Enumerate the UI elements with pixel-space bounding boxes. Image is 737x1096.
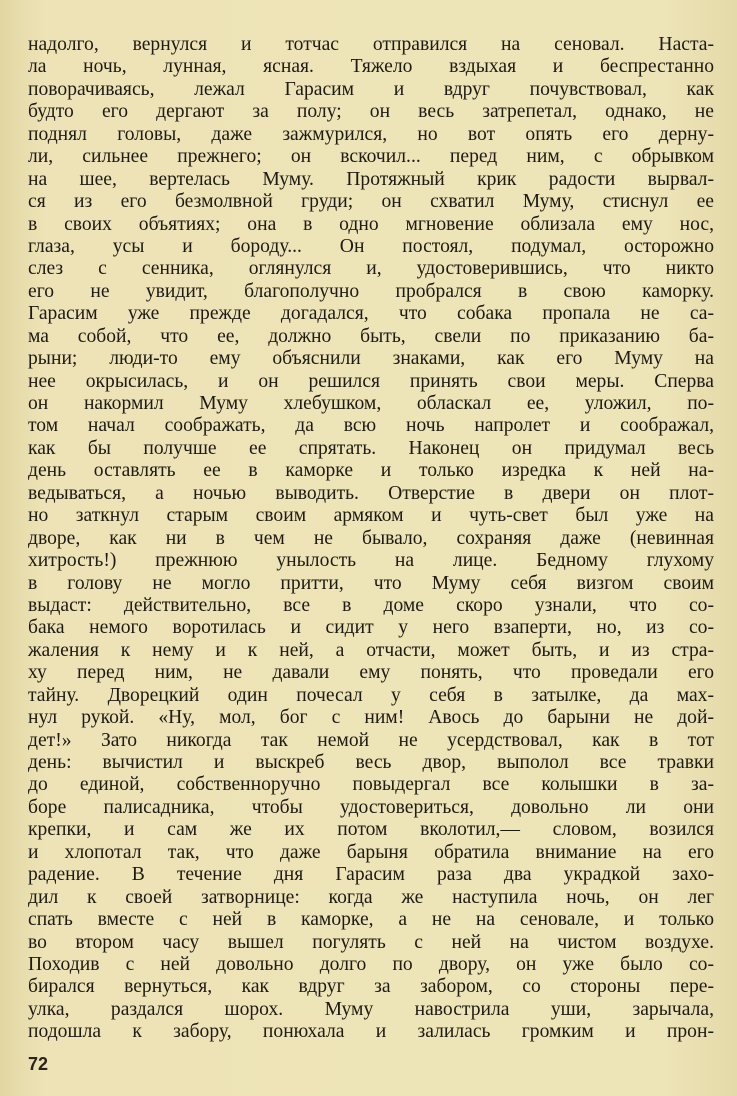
text-line: радение. В течение дня Гарасим раза два украдкой захо-	[28, 864, 714, 886]
text-line: том начал соображать, да всю ночь напролет и соображал,	[28, 415, 714, 437]
text-line: тайну. Дворецкий один почесал у себя в затылке, да мах-	[28, 684, 714, 706]
text-line: выдаст: действительно, все в доме скоро узнали, что со-	[28, 594, 714, 616]
text-line: поднял головы, даже зажмурился, но вот опять его дерну-	[28, 123, 714, 145]
text-line: нул рукой. «Ну, мол, бог с ним! Авось до барыни не дой-	[28, 707, 714, 729]
text-line: он накормил Муму хлебушком, обласкал ее, уложил, по-	[28, 393, 714, 414]
text-line: дет!» Зато никогда так немой не усердствовал, как в тот	[28, 729, 714, 751]
text-line: бирался вернуться, как вдруг за забором, со стороны пере-	[28, 976, 714, 998]
text-line: ма собой, что ее, должно быть, свели по приказанию ба-	[28, 325, 714, 347]
text-line: подошла к забору, понюхала и залилась громким и прон-	[28, 1021, 714, 1043]
text-line: дил к своей затворнице: когда же наступила ночь, он лег	[28, 886, 714, 908]
text-line: бака немого воротилась и сидит у него взаперти, но, из со-	[28, 617, 714, 639]
text-line: ведываться, а ночью выводить. Отверстие в двери он плот-	[28, 482, 714, 504]
text-line: день: вычистил и выскреб весь двор, выполол все травки	[28, 752, 714, 773]
text-line: ху перед ним, не давали ему понять, что проведали его	[28, 662, 714, 684]
text-line: улка, раздался шорох. Муму навострила уши, зарычала,	[28, 998, 714, 1020]
text-line: его не увидит, благополучно пробрался в свою каморку.	[28, 280, 714, 302]
text-line: в своих объятиях; она в одно мгновение облизала ему нос,	[28, 213, 714, 235]
text-line: надолго, вернулся и тотчас отправился на сеновал. Наста-	[28, 34, 714, 55]
text-line: до единой, собственноручно повыдергал все колышки в за-	[28, 774, 714, 796]
text-line: ли, сильнее прежнего; он вскочил... перед ним, с обрывком	[28, 146, 714, 168]
text-line: во втором часу вышел погулять с ней на чистом воздухе.	[28, 931, 714, 953]
text-line: нее окрысилась, и он решился принять свои меры. Сперва	[28, 370, 714, 392]
text-line: в голову не могло притти, что Муму себя визгом своим	[28, 572, 714, 594]
text-line: ла ночь, лунная, ясная. Тяжело вздыхая и беспрестанно	[28, 56, 714, 78]
text-line: на шее, вертелась Муму. Протяжный крик радости вырвал-	[28, 168, 714, 190]
text-line: боре палисадника, чтобы удостовериться, довольно ли они	[28, 796, 714, 818]
text-line: и хлопотал так, что даже барыня обратила внимание на его	[28, 841, 714, 863]
text-line: рыни; люди-то ему объяснили знаками, как его Муму на	[28, 348, 714, 370]
text-line: жаления к нему и к ней, а отчасти, может быть, и из стра-	[28, 639, 714, 661]
text-line: будто его дергают за полу; он весь затрепетал, однако, не	[28, 101, 714, 123]
text-line: ся из его безмолвной груди; он схватил Муму, стиснул ее	[28, 191, 714, 213]
text-line: поворачиваясь, лежал Гарасим и вдруг почувствовал, как	[28, 78, 714, 100]
text-line: крепки, и сам же их потом вколотил,— словом, возился	[28, 819, 714, 841]
text-line: Гарасим уже прежде догадался, что собака пропала не са-	[28, 303, 714, 325]
text-line: спать вместе с ней в каморке, а не на сеновале, и только	[28, 909, 714, 931]
text-line: день оставлять ее в каморке и только изредка к ней на-	[28, 460, 714, 482]
page-number: 72	[28, 1054, 49, 1074]
text-line: хитрость!) прежнюю унылость на лице. Бедному глухому	[28, 550, 714, 572]
text-line: глаза, усы и бороду... Он постоял, подумал, осторожно	[28, 235, 714, 257]
text-line: как бы получше ее спрятать. Наконец он придумал весь	[28, 437, 714, 459]
text-line: Походив с ней довольно долго по двору, он уже было со-	[28, 953, 714, 975]
text-line: дворе, как ни в чем не бывало, сохраняя даже (невинная	[28, 527, 714, 549]
text-line: но заткнул старым своим армяком и чуть-свет был уже на	[28, 505, 714, 527]
body-text	[28, 34, 714, 1044]
text-line: слез с сенника, оглянулся и, удостоверившись, что никто	[28, 258, 714, 280]
